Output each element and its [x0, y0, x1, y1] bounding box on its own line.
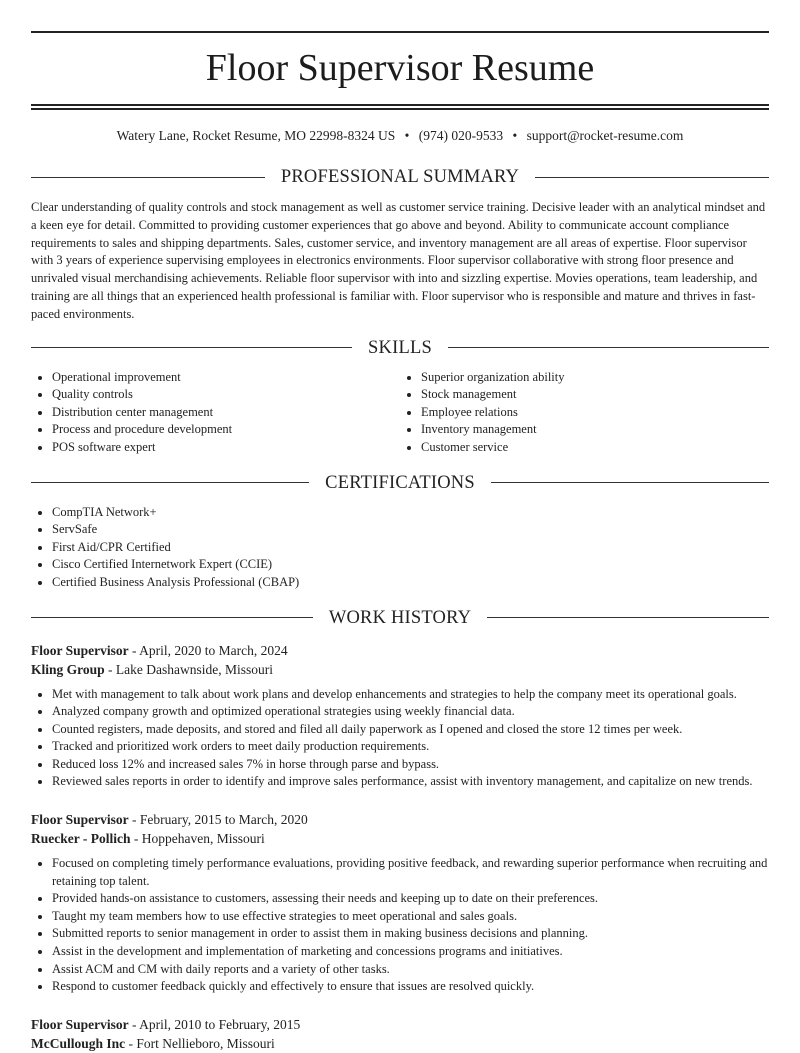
section-header-summary	[31, 165, 769, 189]
job-company: Ruecker - Pollich	[31, 831, 131, 847]
skill-item: • Process and procedure development	[52, 421, 400, 439]
job-bullet: • Assist in the development and implementation of marketing and concessions programs and initiatives.	[52, 943, 769, 961]
job-location: - Lake Dashawnside, Missouri	[104, 661, 273, 677]
job-bullet: • Counted registers, made deposits, and stored and filed all daily paperwork as I opened and closed the store 12 times per week.	[52, 721, 769, 739]
job-title: Floor Supervisor	[31, 1016, 129, 1032]
job-title-line	[31, 1015, 769, 1034]
contact-address: Watery Lane, Rocket Resume, MO 22998-8324 US	[116, 128, 396, 143]
job-entry	[31, 810, 769, 996]
section-rule	[31, 482, 309, 483]
contact-line	[31, 127, 769, 145]
contact-phone: (974) 020-9533	[418, 128, 504, 143]
job-bullet: • Respond to customer feedback quickly and effectively to ensure that issues are resolved quickly.	[52, 978, 769, 996]
skills-column-right	[400, 369, 769, 457]
section-rule	[448, 347, 769, 348]
job-bullet: • Reduced loss 12% and increased sales 7% in horse through parse and bypass.	[52, 756, 769, 774]
job-location: - Hoppehaven, Missouri	[130, 831, 265, 847]
certification-item: • ServSafe	[52, 521, 769, 539]
section-rule	[535, 177, 769, 178]
skill-item: • Inventory management	[421, 421, 769, 439]
skill-item: • Employee relations	[421, 404, 769, 422]
job-bullet: • Analyzed company growth and optimized operational strategies using weekly financial data.	[52, 703, 769, 721]
section-title: SKILLS	[368, 337, 432, 358]
summary-paragraph: Clear understanding of quality controls and stock management as well as customer service training. Decisive leader with an analytical mindset and a keen eye for detail. Committed to providing customer experiences that go above and beyond. Ability to communicate account compliance requirements to sales and shipping departments. Sales, customer service, and inventory management are all areas of expertise. Floor supervisor with 3 years of experience supervising employees in electronics environments. Floor supervisor collaborative with strong floor presence and unrivaled visual merchandising achievements. Reliable floor supervisor with into and sizzling expertise. Movies operations, team leadership, and training are all things that an experienced health professional is familiar with. Floor supervisor who is responsible and mature and thrives in fast-paced environments.	[31, 200, 766, 321]
job-bullets	[31, 686, 769, 792]
resume-page	[31, 0, 769, 1053]
job-company: Kling Group	[31, 661, 105, 677]
job-company-line	[31, 829, 769, 848]
job-dates: - April, 2010 to February, 2015	[128, 1016, 301, 1032]
skill-item: • Distribution center management	[52, 404, 400, 422]
contact-email: support@rocket-resume.com	[526, 128, 684, 143]
section-rule	[31, 617, 313, 618]
job-bullet: • Focused on completing timely performance evaluations, providing positive feedback, and rewarding superior performance when recruiting and retaining top talent.	[52, 855, 769, 890]
section-header-certifications	[31, 471, 769, 495]
section-header-skills	[31, 336, 769, 360]
job-bullet: • Taught my team members how to use effective strategies to meet operational and sales goals.	[52, 908, 769, 926]
skill-item: • Customer service	[421, 439, 769, 457]
section-rule	[491, 482, 769, 483]
certification-item: • Cisco Certified Internetwork Expert (CCIE)	[52, 556, 769, 574]
skill-item: • Superior organization ability	[421, 369, 769, 387]
job-entry	[31, 1015, 769, 1053]
skills-list	[31, 369, 769, 457]
skill-item: • Operational improvement	[52, 369, 400, 387]
section-rule	[31, 347, 352, 348]
job-title: Floor Supervisor	[31, 642, 129, 658]
skill-item: • POS software expert	[52, 439, 400, 457]
page-title: Floor Supervisor Resume	[205, 47, 595, 89]
job-location: - Fort Nellieboro, Missouri	[125, 1035, 275, 1051]
job-bullets	[31, 855, 769, 996]
work-history-list	[31, 641, 769, 1053]
certification-item: • Certified Business Analysis Professional (CBAP)	[52, 574, 769, 592]
certification-item: • CompTIA Network+	[52, 504, 769, 522]
job-bullet: • Provided hands-on assistance to customers, assessing their needs and keeping up to date on their preferences.	[52, 890, 769, 908]
job-entry	[31, 641, 769, 792]
section-title: PROFESSIONAL SUMMARY	[280, 167, 520, 187]
job-company-line	[31, 1034, 769, 1053]
job-bullet: • Reviewed sales reports in order to identify and improve sales performance, assist with inventory management, and capitalize on new trends.	[52, 773, 769, 791]
contact-separator: •	[512, 128, 518, 143]
skill-item: • Quality controls	[52, 386, 400, 404]
contact-separator: •	[404, 128, 410, 143]
section-title: WORK HISTORY	[328, 607, 472, 628]
certification-item: • First Aid/CPR Certified	[52, 539, 769, 557]
job-bullet: • Assist ACM and CM with daily reports and a variety of other tasks.	[52, 961, 769, 979]
skills-column-left	[31, 369, 400, 457]
section-header-work	[31, 606, 769, 630]
job-title-line	[31, 810, 769, 829]
job-company-line	[31, 660, 769, 679]
certifications-list	[31, 504, 769, 592]
job-dates: - February, 2015 to March, 2020	[128, 812, 308, 828]
job-title: Floor Supervisor	[31, 812, 129, 828]
title-double-rule	[31, 104, 769, 110]
section-rule	[31, 177, 265, 178]
job-title-line	[31, 641, 769, 660]
section-title: CERTIFICATIONS	[325, 472, 475, 493]
job-bullet: • Tracked and prioritized work orders to meet daily production requirements.	[52, 738, 769, 756]
skill-item: • Stock management	[421, 386, 769, 404]
job-company: McCullough Inc	[31, 1035, 126, 1051]
job-bullet: • Submitted reports to senior management in order to assist them in making business decisions and planning.	[52, 925, 769, 943]
job-dates: - April, 2020 to March, 2024	[128, 642, 288, 658]
job-bullet: • Met with management to talk about work plans and develop enhancements and strategies to help the company meet its operational goals.	[52, 686, 769, 704]
section-rule	[487, 617, 769, 618]
